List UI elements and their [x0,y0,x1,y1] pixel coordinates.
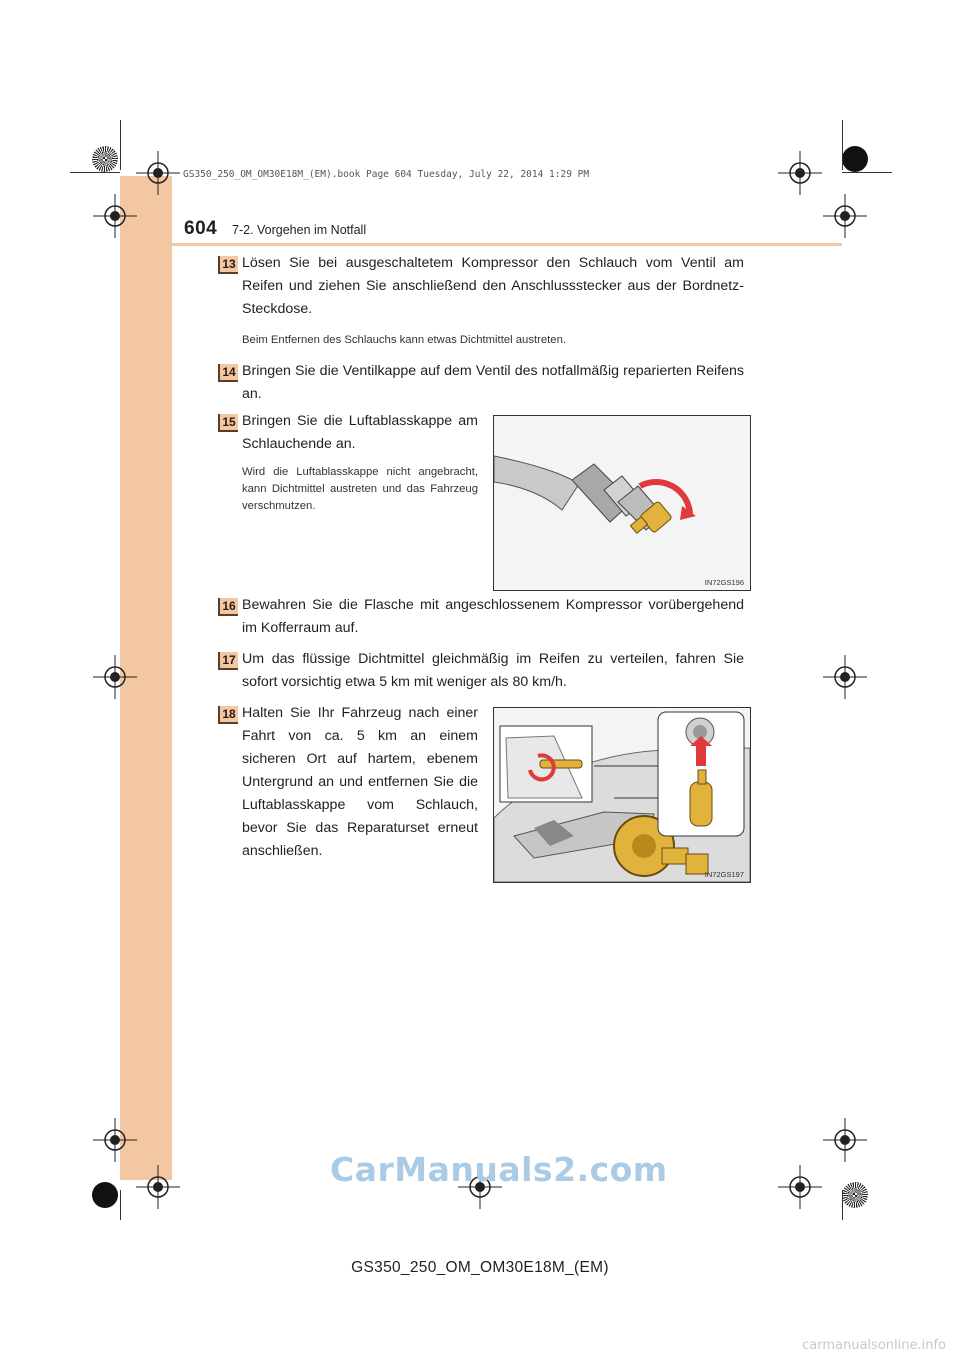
registration-mark-icon [93,655,137,699]
registration-mark-icon [778,1165,822,1209]
registration-mark-icon [823,194,867,238]
step-number-badge: 14 [218,364,238,382]
step-note: Wird die Luftablasskappe nicht angebracht, kann Dichtmittel austreten und das Fahrzeug verschmutzen. [242,466,478,512]
step-number-badge: 15 [218,414,238,432]
step-text: Bewahren Sie die Flasche mit angeschlossenem Kompressor vorübergehend im Kofferraum auf. [242,597,744,636]
registration-mark-icon [823,1118,867,1162]
registration-mark-icon [823,655,867,699]
step-number-badge: 17 [218,652,238,670]
step-text: Lösen Sie bei ausgeschaltetem Kompressor den Schlauch vom Ventil am Reifen und ziehen Sie anschließend den Anschlussstecker aus der Bordnetz-Steckdose. [242,255,744,317]
step-text: Bringen Sie die Luftablasskappe am Schlauchende an. [242,413,478,452]
crop-mark [120,1190,121,1220]
book-info-line: GS350_250_OM_OM30E18M_(EM).book Page 604 Tuesday, July 22, 2014 1:29 PM [183,169,590,180]
step-text: Halten Sie Ihr Fahrzeug nach einer Fahrt von ca. 5 km an einem sicheren Ort auf hartem, ebenem Untergrund an und entfernen Sie die Luftablasskappe vom Schlauch, bevor Sie das Reparaturset erneut anschließen. [242,705,478,859]
crop-mark [842,1190,843,1220]
section-title: 7-2. Vorgehen im Notfall [232,223,367,237]
hose-cap-illustration [493,415,751,591]
color-rosette-icon [92,146,118,172]
registration-mark-icon [93,1118,137,1162]
step-number-badge: 18 [218,706,238,724]
footer-site-watermark: carmanualsonline.info [802,1338,946,1353]
figure-code: IN72GS196 [704,578,744,587]
color-rosette-icon [92,1182,118,1208]
registration-mark-icon [778,151,822,195]
figure-code: IN72GS197 [704,870,744,879]
car-repair-kit-illustration [493,707,751,883]
crop-mark [120,120,121,170]
header-rule [120,243,842,246]
watermark-logo: CarManuals2.com [330,1150,668,1189]
step-note: Beim Entfernen des Schlauchs kann etwas Dichtmittel austreten. [242,334,567,346]
step-number-badge: 13 [218,256,238,274]
crop-mark [842,120,843,170]
crop-mark [70,172,120,173]
color-rosette-icon [842,146,868,172]
crop-mark [842,172,892,173]
registration-mark-icon [136,1165,180,1209]
registration-mark-icon [136,151,180,195]
step-number-badge: 16 [218,598,238,616]
footer-model-code: GS350_250_OM_OM30E18M_(EM) [351,1259,609,1276]
color-rosette-icon [842,1182,868,1208]
registration-mark-icon [93,194,137,238]
step-text: Bringen Sie die Ventilkappe auf dem Ventil des notfallmäßig reparierten Reifens an. [242,363,744,402]
step-text: Um das flüssige Dichtmittel gleichmäßig im Reifen zu verteilen, fahren Sie sofort vorsichtig etwa 5 km mit weniger als 80 km/h. [242,651,744,690]
page-number: 604 [184,218,218,239]
